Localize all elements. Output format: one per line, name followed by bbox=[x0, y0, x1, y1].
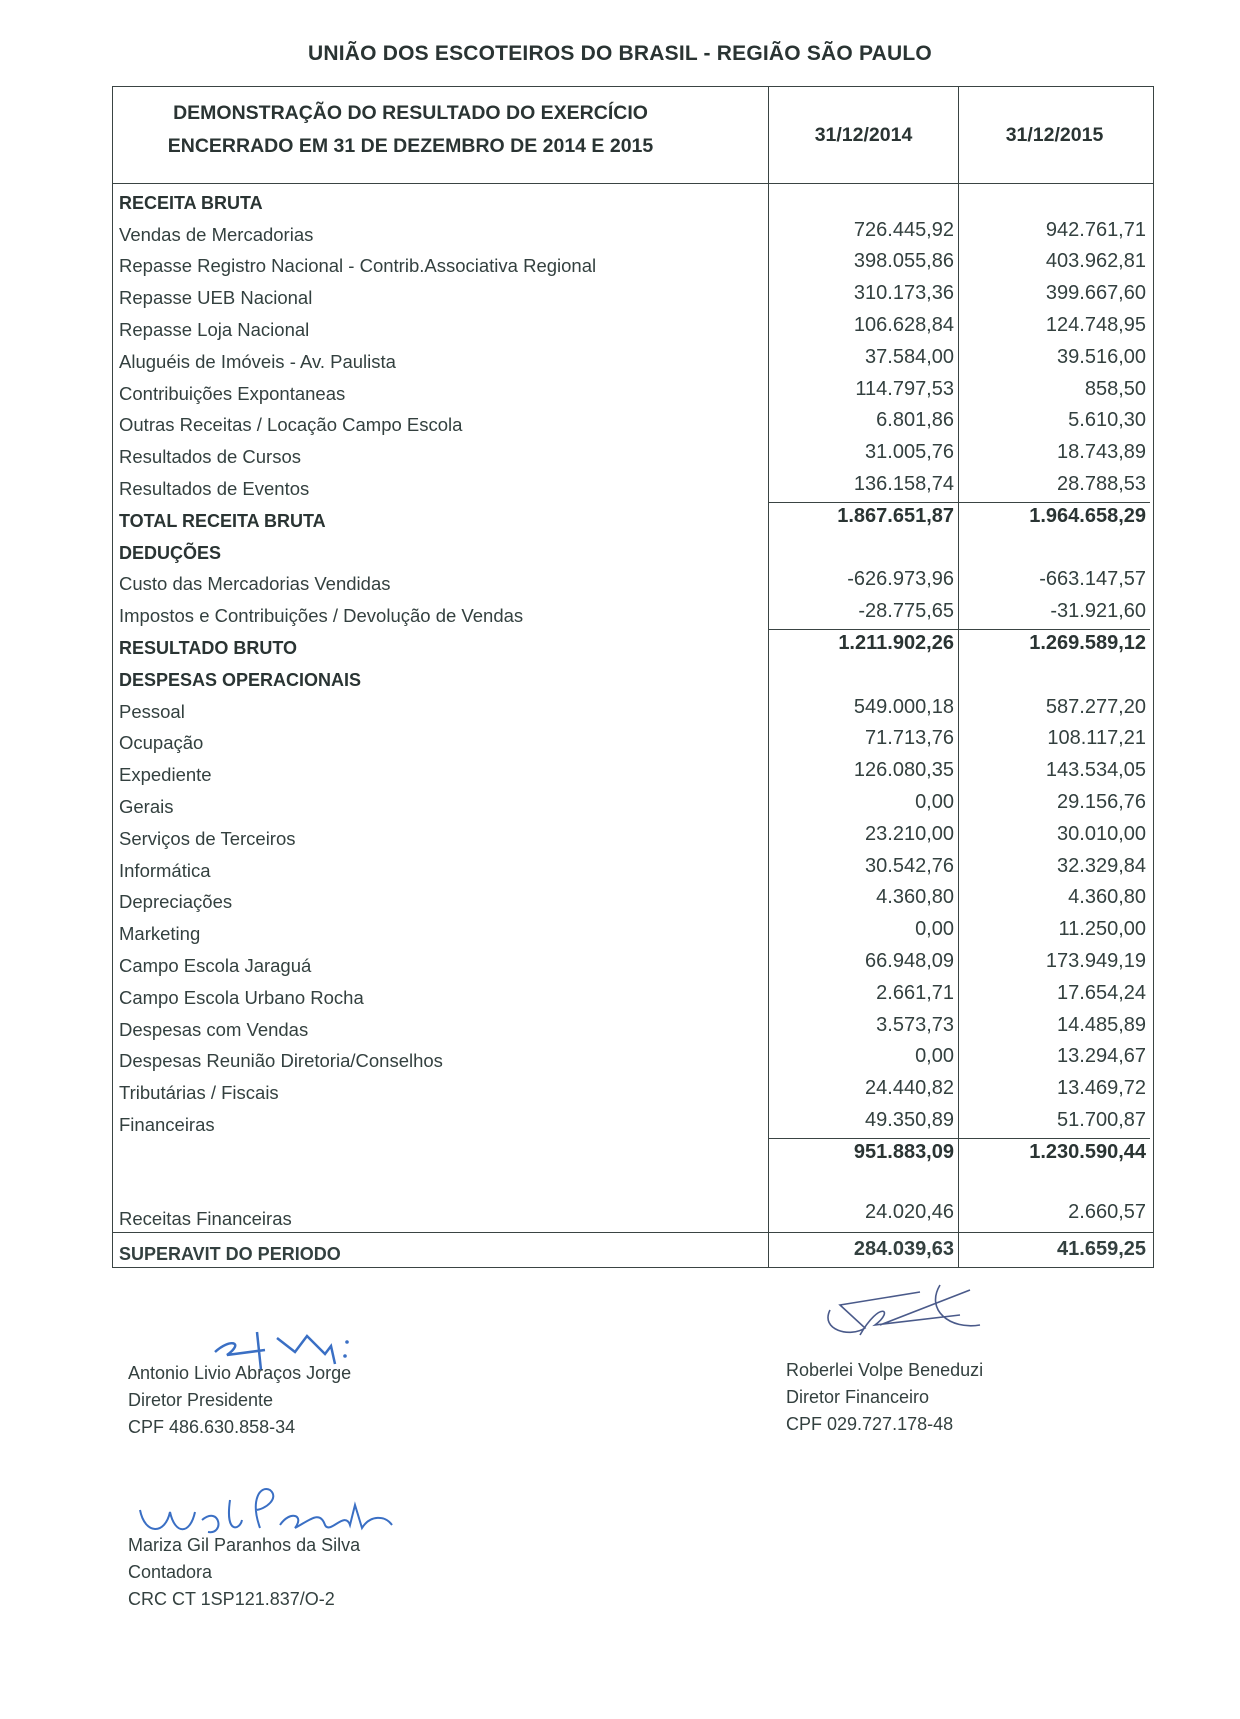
row-label: DESPESAS OPERACIONAIS bbox=[119, 669, 362, 690]
signature-block-president bbox=[128, 1360, 351, 1441]
statement-title-line1: DEMONSTRAÇÃO DO RESULTADO DO EXERCÍCIO bbox=[173, 102, 648, 124]
value-2014 bbox=[768, 534, 958, 566]
total-row bbox=[113, 629, 1153, 661]
value-2015: 1.964.658,29 bbox=[958, 502, 1150, 534]
table-row bbox=[113, 820, 1153, 852]
value-2015 bbox=[958, 534, 1150, 566]
row-label: Informática bbox=[119, 859, 211, 881]
value-2015: 5.610,30 bbox=[958, 407, 1150, 439]
row-label: Despesas Reunião Diretoria/Conselhos bbox=[119, 1050, 443, 1072]
value-2015: 403.962,81 bbox=[958, 248, 1150, 280]
value-2014: 24.440,82 bbox=[768, 1074, 958, 1106]
value-2014: 2.661,71 bbox=[768, 979, 958, 1011]
row-label: Campo Escola Jaraguá bbox=[119, 954, 312, 976]
row-label: Serviços de Terceiros bbox=[119, 827, 296, 849]
total-row bbox=[113, 1138, 1153, 1170]
value-2014: 23.210,00 bbox=[768, 820, 958, 852]
value-2015: 30.010,00 bbox=[958, 820, 1150, 852]
row-label: Outras Receitas / Locação Campo Escola bbox=[119, 414, 463, 436]
value-2014: 549.000,18 bbox=[768, 693, 958, 725]
value-2015: 32.329,84 bbox=[958, 852, 1150, 884]
document-title: UNIÃO DOS ESCOTEIROS DO BRASIL - REGIÃO SÃO PAULO bbox=[308, 42, 932, 65]
value-2015: 173.949,19 bbox=[958, 947, 1150, 979]
value-2014: 24.020,46 bbox=[768, 1170, 958, 1232]
row-label: Gerais bbox=[119, 795, 174, 817]
value-2014: 4.360,80 bbox=[768, 884, 958, 916]
value-2014: 0,00 bbox=[768, 1043, 958, 1075]
value-2015: 39.516,00 bbox=[958, 343, 1150, 375]
table-row bbox=[113, 438, 1153, 470]
value-2015: 13.469,72 bbox=[958, 1074, 1150, 1106]
row-label: Repasse Registro Nacional - Contrib.Associativa Regional bbox=[119, 255, 597, 277]
row-label bbox=[113, 1168, 768, 1170]
value-2014: 37.584,00 bbox=[768, 343, 958, 375]
value-2014 bbox=[768, 661, 958, 693]
statement-title bbox=[113, 87, 768, 183]
value-2014: 49.350,89 bbox=[768, 1106, 958, 1138]
row-label: TOTAL RECEITA BRUTA bbox=[119, 510, 326, 531]
table-row bbox=[113, 1074, 1153, 1106]
value-2014: 310.173,36 bbox=[768, 279, 958, 311]
value-2014: 30.542,76 bbox=[768, 852, 958, 884]
table-row bbox=[113, 725, 1153, 757]
row-label: Resultados de Cursos bbox=[119, 446, 302, 468]
value-2014: 398.055,86 bbox=[768, 248, 958, 280]
signer-document: CPF 029.727.178-48 bbox=[786, 1414, 954, 1434]
row-label: Campo Escola Urbano Rocha bbox=[119, 986, 364, 1008]
income-statement-table bbox=[112, 86, 1154, 1268]
row-label: Repasse Loja Nacional bbox=[119, 318, 310, 340]
table-row bbox=[113, 947, 1153, 979]
table-row bbox=[113, 979, 1153, 1011]
table-row bbox=[113, 248, 1153, 280]
row-label: Impostos e Contribuições / Devolução de Vendas bbox=[119, 605, 524, 627]
value-2014: 6.801,86 bbox=[768, 407, 958, 439]
signer-name: Antonio Livio Abraços Jorge bbox=[128, 1363, 352, 1383]
table-row bbox=[113, 375, 1153, 407]
value-2015: -663.147,57 bbox=[958, 566, 1150, 598]
value-2014: 114.797,53 bbox=[768, 375, 958, 407]
value-2015: -31.921,60 bbox=[958, 597, 1150, 629]
signer-role: Contadora bbox=[128, 1562, 213, 1582]
table-body bbox=[113, 184, 1153, 1267]
value-2015: 4.360,80 bbox=[958, 884, 1150, 916]
row-label: RECEITA BRUTA bbox=[119, 192, 263, 213]
signer-document: CPF 486.630.858-34 bbox=[128, 1417, 296, 1437]
row-label: Tributárias / Fiscais bbox=[119, 1082, 279, 1104]
signer-role: Diretor Financeiro bbox=[786, 1387, 930, 1407]
value-2014: 0,00 bbox=[768, 788, 958, 820]
statement-title-line2: ENCERRADO EM 31 DE DEZEMBRO DE 2014 E 2015 bbox=[167, 135, 654, 157]
value-2015: 18.743,89 bbox=[958, 438, 1150, 470]
table-row bbox=[113, 915, 1153, 947]
section-header-row bbox=[113, 661, 1153, 693]
section-header-row bbox=[113, 534, 1153, 566]
row-label: Ocupação bbox=[119, 732, 204, 754]
value-2014: -28.775,65 bbox=[768, 597, 958, 629]
value-2015: 13.294,67 bbox=[958, 1043, 1150, 1075]
signature-block-financial bbox=[786, 1357, 983, 1438]
signer-document: CRC CT 1SP121.837/O-2 bbox=[128, 1589, 335, 1609]
value-2015: 17.654,24 bbox=[958, 979, 1150, 1011]
signer-name: Mariza Gil Paranhos da Silva bbox=[128, 1535, 361, 1555]
row-label: DEDUÇÕES bbox=[119, 542, 222, 563]
table-row bbox=[113, 1011, 1153, 1043]
table-row bbox=[113, 693, 1153, 725]
value-2014: 71.713,76 bbox=[768, 725, 958, 757]
value-2014: 0,00 bbox=[768, 915, 958, 947]
table-row bbox=[113, 566, 1153, 598]
value-2015: 108.117,21 bbox=[958, 725, 1150, 757]
value-2015: 124.748,95 bbox=[958, 311, 1150, 343]
value-2014: 106.628,84 bbox=[768, 311, 958, 343]
table-row bbox=[113, 884, 1153, 916]
row-label: Vendas de Mercadorias bbox=[119, 223, 314, 245]
table-row bbox=[113, 407, 1153, 439]
value-2015: 399.667,60 bbox=[958, 279, 1150, 311]
row-label: Contribuições Expontaneas bbox=[119, 382, 346, 404]
value-2014: 66.948,09 bbox=[768, 947, 958, 979]
row-label: SUPERAVIT DO PERIODO bbox=[119, 1243, 341, 1264]
value-2015: 29.156,76 bbox=[958, 788, 1150, 820]
value-2015: 858,50 bbox=[958, 375, 1150, 407]
table-row bbox=[113, 470, 1153, 502]
value-2014 bbox=[768, 184, 958, 216]
value-2014: -626.973,96 bbox=[768, 566, 958, 598]
table-row bbox=[113, 311, 1153, 343]
row-label: Resultados de Eventos bbox=[119, 477, 310, 499]
table-row bbox=[113, 1043, 1153, 1075]
value-2015: 41.659,25 bbox=[958, 1233, 1150, 1267]
value-2015: 28.788,53 bbox=[958, 470, 1150, 502]
table-row bbox=[113, 788, 1153, 820]
value-2014: 284.039,63 bbox=[768, 1233, 958, 1267]
value-2015: 14.485,89 bbox=[958, 1011, 1150, 1043]
signer-name: Roberlei Volpe Beneduzi bbox=[786, 1360, 984, 1380]
value-2015 bbox=[958, 184, 1150, 216]
value-2015: 1.269.589,12 bbox=[958, 629, 1150, 661]
value-2014: 126.080,35 bbox=[768, 756, 958, 788]
row-label: Despesas com Vendas bbox=[119, 1018, 309, 1040]
table-row bbox=[113, 1106, 1153, 1138]
table-row bbox=[113, 597, 1153, 629]
value-2015: 51.700,87 bbox=[958, 1106, 1150, 1138]
table-row bbox=[113, 343, 1153, 375]
table-row bbox=[113, 279, 1153, 311]
value-2015: 11.250,00 bbox=[958, 915, 1150, 947]
value-2015 bbox=[958, 661, 1150, 693]
value-2014: 726.445,92 bbox=[768, 216, 958, 248]
table-header bbox=[113, 87, 1153, 184]
row-label: Marketing bbox=[119, 923, 201, 945]
value-2015: 1.230.590,44 bbox=[958, 1138, 1150, 1170]
signature-financial-icon bbox=[820, 1280, 1000, 1350]
value-2015: 143.534,05 bbox=[958, 756, 1150, 788]
total-row bbox=[113, 502, 1153, 534]
value-2015: 2.660,57 bbox=[958, 1170, 1150, 1232]
value-2014: 951.883,09 bbox=[768, 1138, 958, 1170]
value-2015: 587.277,20 bbox=[958, 693, 1150, 725]
row-label: RESULTADO BRUTO bbox=[119, 637, 297, 658]
row-label: Repasse UEB Nacional bbox=[119, 287, 313, 309]
section-header-row bbox=[113, 184, 1153, 216]
row-label: Financeiras bbox=[119, 1113, 215, 1135]
value-2014: 1.211.902,26 bbox=[768, 629, 958, 661]
row-label: Receitas Financeiras bbox=[119, 1207, 292, 1229]
total-row bbox=[113, 1232, 1153, 1267]
table-row bbox=[113, 1170, 1153, 1232]
signer-role: Diretor Presidente bbox=[128, 1390, 274, 1410]
signature-block-accountant bbox=[128, 1532, 360, 1613]
value-2014: 31.005,76 bbox=[768, 438, 958, 470]
value-2014: 136.158,74 bbox=[768, 470, 958, 502]
value-2015: 942.761,71 bbox=[958, 216, 1150, 248]
value-2014: 3.573,73 bbox=[768, 1011, 958, 1043]
column-header-2014: 31/12/2014 bbox=[768, 87, 958, 183]
row-label: Custo das Mercadorias Vendidas bbox=[119, 573, 391, 595]
row-label: Aluguéis de Imóveis - Av. Paulista bbox=[119, 350, 396, 372]
column-header-2015: 31/12/2015 bbox=[958, 87, 1150, 183]
table-row bbox=[113, 852, 1153, 884]
row-label: Depreciações bbox=[119, 891, 233, 913]
value-2014: 1.867.651,87 bbox=[768, 502, 958, 534]
table-row bbox=[113, 756, 1153, 788]
row-label: Pessoal bbox=[119, 700, 185, 722]
row-label: Expediente bbox=[119, 764, 212, 786]
table-row bbox=[113, 216, 1153, 248]
